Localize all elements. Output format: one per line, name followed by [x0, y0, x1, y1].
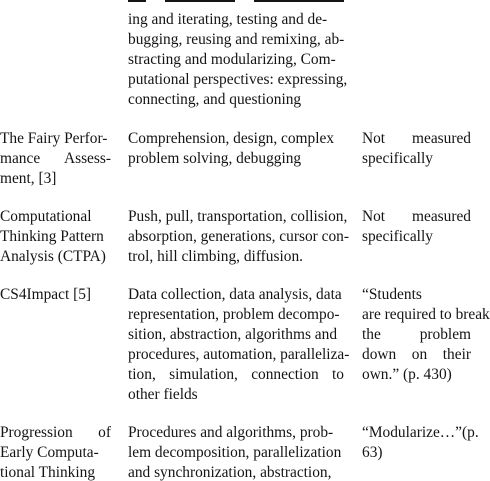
- line: lem decomposition, parallelization: [128, 444, 342, 461]
- line: connecting, and questioning: [128, 91, 302, 108]
- line: The Fairy Perfor-: [0, 130, 108, 147]
- line: Comprehension, design, complex: [128, 130, 335, 147]
- word: Progression: [0, 424, 73, 441]
- line: specifically: [362, 150, 433, 167]
- word: simulation,: [169, 366, 238, 383]
- line: [362, 347, 471, 362]
- line: bugging, reusing and remixing, ab-: [128, 31, 345, 48]
- line: absorption, generations, cursor con-: [128, 228, 349, 245]
- line: Analysis (CTPA): [0, 248, 106, 265]
- line: Data collection, data analysis, data: [128, 286, 342, 303]
- line: problem solving, debugging: [128, 150, 302, 167]
- line: own.” (p. 430): [362, 366, 452, 383]
- line: Computational: [0, 208, 92, 225]
- line: procedures, automation, paralleliza-: [128, 346, 350, 363]
- word: connection: [251, 366, 319, 383]
- line: [0, 151, 111, 166]
- line: Early Computa-: [0, 444, 99, 461]
- line: specifically: [362, 228, 433, 245]
- line: [362, 209, 471, 224]
- line: putational perspectives: expressing,: [128, 71, 348, 88]
- word: mance: [0, 150, 41, 167]
- line: are required to break: [362, 306, 490, 323]
- word: tion,: [128, 366, 156, 383]
- word: their: [442, 346, 471, 363]
- line: tional Thinking: [0, 464, 96, 481]
- line: [362, 327, 471, 342]
- line: and synchronization, abstraction,: [128, 464, 332, 481]
- word: on: [411, 346, 428, 363]
- word: to: [332, 366, 344, 383]
- line: Push, pull, transportation, collision,: [128, 208, 348, 225]
- word: down: [362, 346, 397, 363]
- line: CS4Impact [5]: [0, 286, 92, 303]
- line: ing and iterating, testing and de-: [128, 11, 328, 28]
- line: other fields: [128, 386, 198, 403]
- word: measured: [412, 130, 471, 147]
- line: Procedures and algorithms, prob-: [128, 424, 334, 441]
- word: of: [98, 424, 111, 441]
- word: the: [362, 326, 381, 343]
- word: Not: [362, 130, 386, 147]
- word: measured: [412, 208, 471, 225]
- line: sition, abstraction, algorithms and: [128, 326, 338, 343]
- line: ment, [3]: [0, 170, 57, 187]
- line: trol, hill climbing, diffusion.: [128, 248, 303, 265]
- line: [0, 425, 111, 440]
- word: problem: [419, 326, 471, 343]
- word: Not: [362, 208, 386, 225]
- line: representation, problem decompo-: [128, 306, 340, 323]
- line: “Modularize…”(p.: [362, 424, 479, 441]
- line: “Students: [362, 286, 422, 303]
- line: [128, 367, 344, 382]
- line: [128, 0, 344, 2]
- line: stracting and modularizing, Com-: [128, 51, 336, 68]
- line: Thinking Pattern: [0, 228, 104, 245]
- line: [362, 131, 471, 146]
- line: 63): [362, 444, 383, 461]
- word: Assess-: [63, 150, 111, 167]
